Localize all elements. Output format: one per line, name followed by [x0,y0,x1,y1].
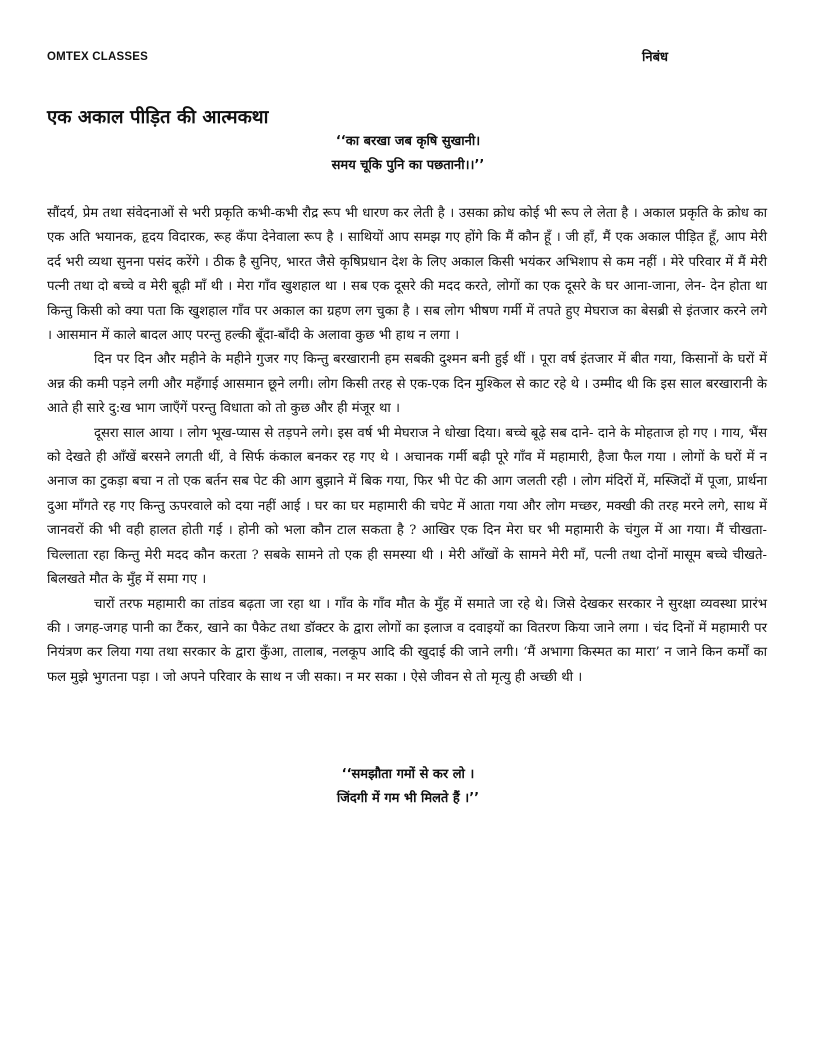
paragraph-2: दिन पर दिन और महीने के महीने गुजर गए किन्तु बरखारानी हम सबकी दुश्मन बनी हुई थीं । पूरा वर्ष इंतजार में बीत गया, किसानों के घरों में अन्न की कमी पड़ने लगी और महँगाई आसमान छूने लगी। लोग किसी तरह से एक-एक दिन मुश्किल से काट रहे थे । उम्मीद थी कि इस साल बरखारानी के आते ही सारे दु:ख भाग जाएँगें परन्तु विधाता को तो कुछ और ही मंजूर था । [47,352,767,417]
closing-couplet-line-1: ‘‘समझौता गमों से कर लो । [341,767,475,782]
opening-couplet-line-2: समय चूकि पुनि का पछतानी।।’’ [331,158,485,173]
closing-couplet-line-2: जिंदगी में गम भी मिलते हैं ।’’ [336,791,480,806]
essay-body [47,202,767,690]
header-subject: निबंध [642,50,669,65]
paragraph-4: चारों तरफ महामारी का तांडव बढ़ता जा रहा था । गाँव के गाँव मौत के मुँह में समाते जा रहे थे। जिसे देखकर सरकार ने सुरक्षा व्यवस्था प्रारंभ की । जगह-जगह पानी का टैंकर, खाने का पैकेट तथा डॉक्टर के द्वारा लोगों का इलाज व दवाइयों का वितरण किया जाने लगा । चंद दिनों में महामारी पर नियंत्रण कर लिया गया तथा सरकार के द्वारा कुँआ, तालाब, नलकूप आदि की खुदाई की जाने लगी। ‘मैं अभागा किस्मत का मारा’ न जाने किन कर्मों का फल मुझे भुगतना पड़ा । जो अपने परिवार के साथ न जी सका। न मर सका । ऐसे जीवन से तो मृत्यु ही अच्छी थी । [47,596,767,685]
header-brand: OMTEX CLASSES [47,51,149,63]
opening-couplet-line-1: ‘‘का बरखा जब कृषि सुखानी। [335,134,481,149]
paragraph-1: सौंदर्य, प्रेम तथा संवेदनाओं से भरी प्रकृति कभी-कभी रौद्र रूप भी धारण कर लेती है । उसका क्रोध कोई भी रूप ले लेता है । अकाल प्रकृति के क्रोध का एक अति भयानक, हृदय विदारक, रूह कँपा देनेवाला रूप है । साथियों आप समझ गए होंगे कि मैं कौन हूँ । जी हाँ, मैं एक अकाल पीड़ित हूँ, आप मेरी दर्द भरी व्यथा सुनना पसंद करेंगे । ठीक है सुनिए, भारत जैसे कृषिप्रधान देश के लिए अकाल किसी भयंकर अभिशाप से कम नहीं । मेरे परिवार में मैं मेरी पत्नी तथा दो बच्चे व मेरी बूढ़ी माँ थी । मेरा गाँव खुशहाल था । सब एक दूसरे की मदद करते, लोगों का एक दूसरे के घर आना-जाना, लेन- देन होता था किन्तु किसी को क्या पता कि खुशहाल गाँव पर अकाल का ग्रहण लग चुका है । सब लोग भीषण गर्मी में तपते हुए मेघराज का बेसब्री से इंतजार करने लगे । आसमान में काले बादल आए परन्तु हल्की बूँदा-बाँदी के अलावा कुछ भी हाथ न लगा । [47,206,767,344]
opening-couplet [60,130,756,178]
paragraph-3: दूसरा साल आया । लोग भूख-प्यास से तड़पने लगे। इस वर्ष भी मेघराज ने धोखा दिया। बच्चे बूढ़े सब दाने- दाने के मोहताज हो गए । गाय, भैंस को देखते ही आँखें बरसने लगती थीं, वे सिर्फ कंकाल बनकर रह गए थे । अचानक गर्मी बढ़ी पूरे गाँव में महामारी, हैजा फैल गया । लोगों के घरों में न अनाज का टुकड़ा बचा न तो एक बर्तन सब पेट की आग बुझाने में बिक गया, फिर भी पेट की आग जलती रही । लोग मंदिरों में, मस्जिदों में पूजा, प्रार्थना दुआ माँगते रह गए किन्तु ऊपरवाले को दया नहीं आई । घर का घर महामारी की चपेट में आता गया और लोग मच्छर, मक्खी की तरह मरने लगे, साथ में जानवरों की भी वही हालत होती गई । होनी को भला कौन टाल सकता है ? आखिर एक दिन मेरा घर भी महामारी के चंगुल में आ गया। मैं चीखता- चिल्लाता रहा किन्तु मेरी मदद कौन करता ? सबके सामने तो एक ही समस्या थी । मेरी आँखों के सामने मेरी माँ, पत्नी तथा दोनों मासूम बच्चे चीखते-बिलखते मौत के मुँह में समा गए । [47,425,767,588]
essay-title: एक अकाल पीड़ित की आत्मकथा [47,107,269,128]
closing-couplet [60,763,756,811]
